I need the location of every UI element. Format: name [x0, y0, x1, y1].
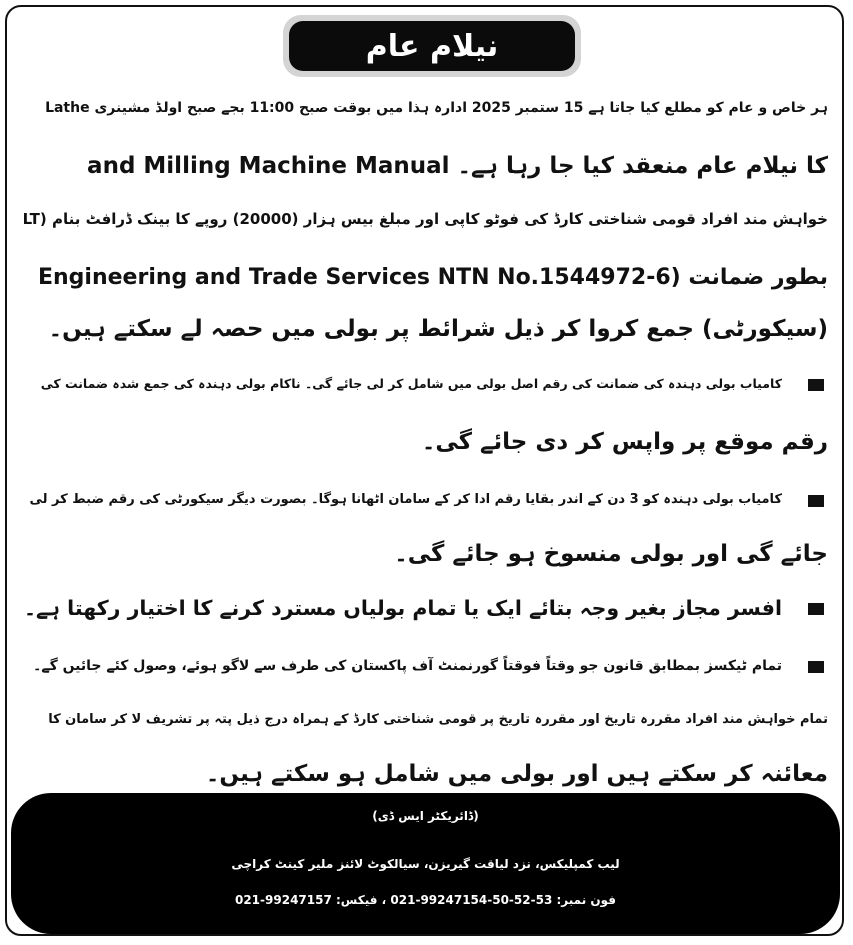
condition-4-line-1: تمام ٹیکسز بمطابق قانون جو وقتاً فوقتاً گورنمنٹ آف پاکستان کی طرف سے لاگو ہوئے، وصول کئے جائیں گے۔: [33, 658, 782, 674]
intro-line-5: (سیکورٹی) جمع کروا کر ذیل شرائط پر بولی میں حصہ لے سکتے ہیں۔: [48, 316, 828, 342]
condition-3-line-1: افسر مجاز بغیر وجہ بتائے ایک یا تمام بولیاں مسترد کرنے کا اختیار رکھتا ہے۔: [23, 596, 782, 620]
notice-title: نیلام عام: [289, 21, 575, 71]
issuer-title: (ڈائریکٹر ایس ڈی): [372, 809, 479, 823]
fax-number: 021-99247157: [234, 893, 332, 907]
issuer-address: لیب کمپلیکس، نزد لیاقت گیریزن، سیالکوٹ لائنز ملیر کینٹ کراچی: [231, 857, 620, 871]
intro-line-3: خواہش مند افراد قومی شناختی کارڈ کی فوٹو کاپی اور مبلغ بیس ہزار (20000) روپے کا بینک ڈرافٹ بنام (LT: [22, 210, 828, 228]
intro-line-1: ہر خاص و عام کو مطلع کیا جاتا ہے 15 ستمبر 2025 ادارہ ہذا میں بوقت صبح 11:00 بجے صبح اولڈ مشینری Lathe: [45, 100, 828, 116]
bullet-marker: [808, 379, 824, 391]
notice-frame: [5, 5, 844, 936]
closing-line-1: تمام خواہش مند افراد مقررہ تاریخ اور مقررہ تاریخ پر قومی شناختی کارڈ کے ہمراہ درج ذیل پتہ پر تشریف لا کر سامان کا: [48, 712, 828, 727]
contact-numbers: [11, 893, 840, 907]
condition-1-line-1: کامیاب بولی دہندہ کی ضمانت کی رقم اصل بولی میں شامل کر لی جائے گی۔ ناکام بولی دہندہ کی جمع شدہ ضمانت کی: [40, 376, 782, 391]
title-banner: [283, 15, 581, 77]
bullet-marker: [808, 661, 824, 673]
fax-label: ، فیکس:: [336, 893, 387, 907]
phone-number: 021-99247154-50-52-53: [390, 893, 553, 907]
intro-line-2: and Milling Machine Manual کا نیلام عام منعقد کیا جا رہا ہے۔: [87, 153, 828, 179]
bullet-marker: [808, 603, 824, 615]
closing-line-2: معائنہ کر سکتے ہیں اور بولی میں شامل ہو سکتے ہیں۔: [205, 761, 828, 787]
contact-footer: [11, 793, 840, 934]
intro-line-4: Engineering and Trade Services NTN No.1544972-6) بطور ضمانت: [37, 265, 828, 290]
condition-2-line-2: جائے گی اور بولی منسوخ ہو جائے گی۔: [394, 541, 828, 567]
condition-1-line-2: رقم موقع پر واپس کر دی جائے گی۔: [421, 429, 828, 455]
bullet-marker: [808, 495, 824, 507]
condition-2-line-1: کامیاب بولی دہندہ کو 3 دن کے اندر بقایا رقم ادا کر کے سامان اٹھانا ہوگا۔ بصورت دیگر سیکورٹی کی رقم ضبط کر لی: [29, 492, 782, 507]
phone-label: فون نمبر:: [556, 893, 616, 907]
